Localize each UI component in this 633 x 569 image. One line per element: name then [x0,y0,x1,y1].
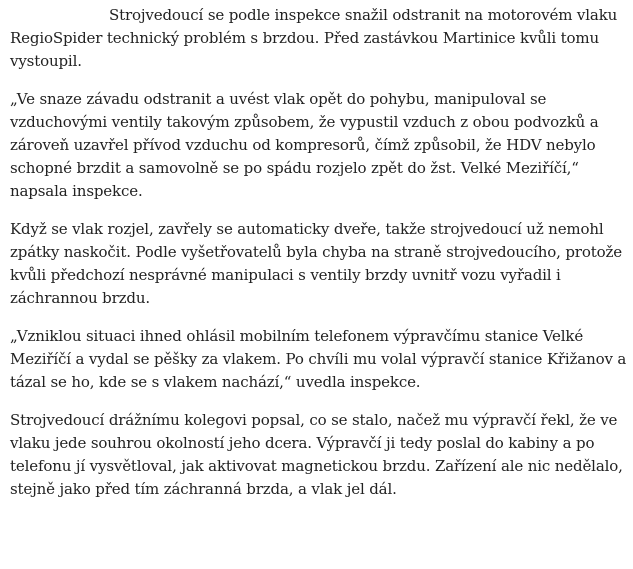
article-paragraph-4: „Vzniklou situaci ihned ohlásil mobilním telefonem výpravčímu stanice Velké Meziříčí a vydal se pěšky za vlakem. Po chvíli mu volal výpravčí stanice Křižanov a tázal se ho, kde se s vlakem nachází,“ uvedla inspekce. [10,327,627,391]
article-paragraph-1: Strojvedoucí se podle inspekce snažil odstranit na motorovém vlaku RegioSpider technický problém s brzdou. Před zastávkou Martinice kvůli tomu vystoupil. [10,6,618,70]
article-paragraph-2: „Ve snaze závadu odstranit a uvést vlak opět do pohybu, manipuloval se vzduchovými ventily takovým způsobem, že vypustil vzduch z obou podvozků a zároveň uzavřel přívod vzduchu od kompresorů, čímž způsobil, že HDV nebylo schopné brzdit a samovolně se po spádu rozjelo zpět do žst. Velké Meziříčí,“ napsala inspekce. [10,90,599,200]
article-body [10,0,628,516]
article-paragraph-3: Když se vlak rozjel, zavřely se automaticky dveře, takže strojvedoucí už nemohl zpátky naskočit. Podle vyšetřovatelů byla chyba na straně strojvedoucího, protože kvůli předchozí nesprávné manipulaci s ventily brzdy uvnitř vozu vyřadil i záchrannou brzdu. [10,220,622,307]
article-paragraph-5: Strojvedoucí drážnímu kolegovi popsal, co se stalo, načež mu výpravčí řekl, že ve vlaku jede souhrou okolností jeho dcera. Výpravčí ji tedy poslal do kabiny a po telefonu jí vysvětloval, jak aktivovat magnetickou brzdu. Zařízení ale nic nedělalo, stejně jako před tím záchranná brzda, a vlak jel dál. [10,411,623,498]
